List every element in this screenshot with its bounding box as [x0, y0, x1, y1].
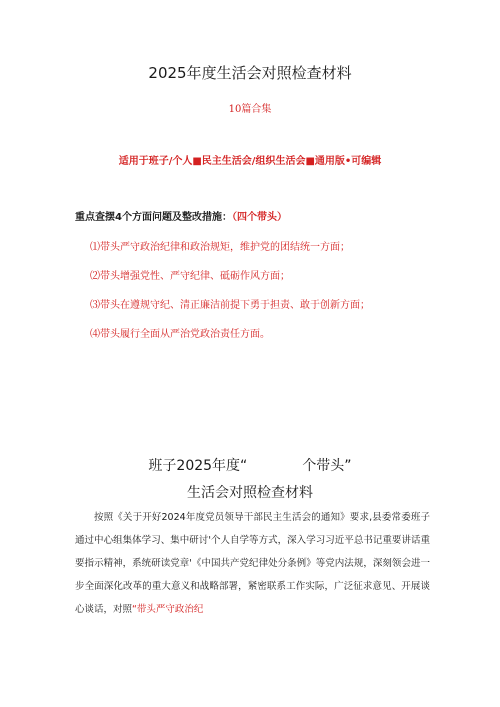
body-paragraph-text: 按照《关于开好2024年度党员领导干部民主生活会的通知》要求,县委常委班子通过中心组集体学习、集中研讨'个人自学等方式，深入学习习近平总书记重要讲话重要指示精神，系统研读党章'《中国共产党纪律处分条例》等党内法规，深刻领会进一步全面深化改革的重大意义和战略部署，紧密联系工作实际，广泛征求意见、开展谈心谈话，对照 [75, 512, 430, 615]
list-item: ⑴带头严守政治纪律和政治规矩，维护党的团结统一方面； [90, 242, 350, 253]
list-item: ⑵带头增强党性、严守纪律、砥砺作风方面； [90, 271, 290, 282]
body-text [75, 506, 430, 621]
applicability-note: 适用于班子/个人■民主生活会/组织生活会■通用版•可编辑 [118, 156, 382, 167]
focus-heading-lead: 重点查摆4个方面问题及整改措施： [75, 212, 232, 223]
collection-label: 10篇合集 [228, 104, 272, 115]
list-item: ⑷带头履行全面从严治党政治责任方面。 [90, 329, 270, 340]
focus-heading-tag: （四个带头） [231, 212, 287, 223]
section-subtitle: 生活会对照检查材料 [187, 485, 313, 501]
section-title [0, 455, 500, 475]
document-title: 2025年度生活会对照检查材料 [148, 64, 352, 82]
section-title-right: 个带头” [302, 458, 352, 474]
focus-heading [75, 208, 287, 223]
body-paragraph [75, 506, 430, 621]
section-title-left: 班子2025年度“ [148, 458, 248, 474]
list-item: ⑶带头在遵规守纪、清正廉洁前提下勇于担责、敢于创新方面； [90, 300, 370, 311]
body-paragraph-highlight: “带头严守政治纪 [132, 604, 204, 615]
